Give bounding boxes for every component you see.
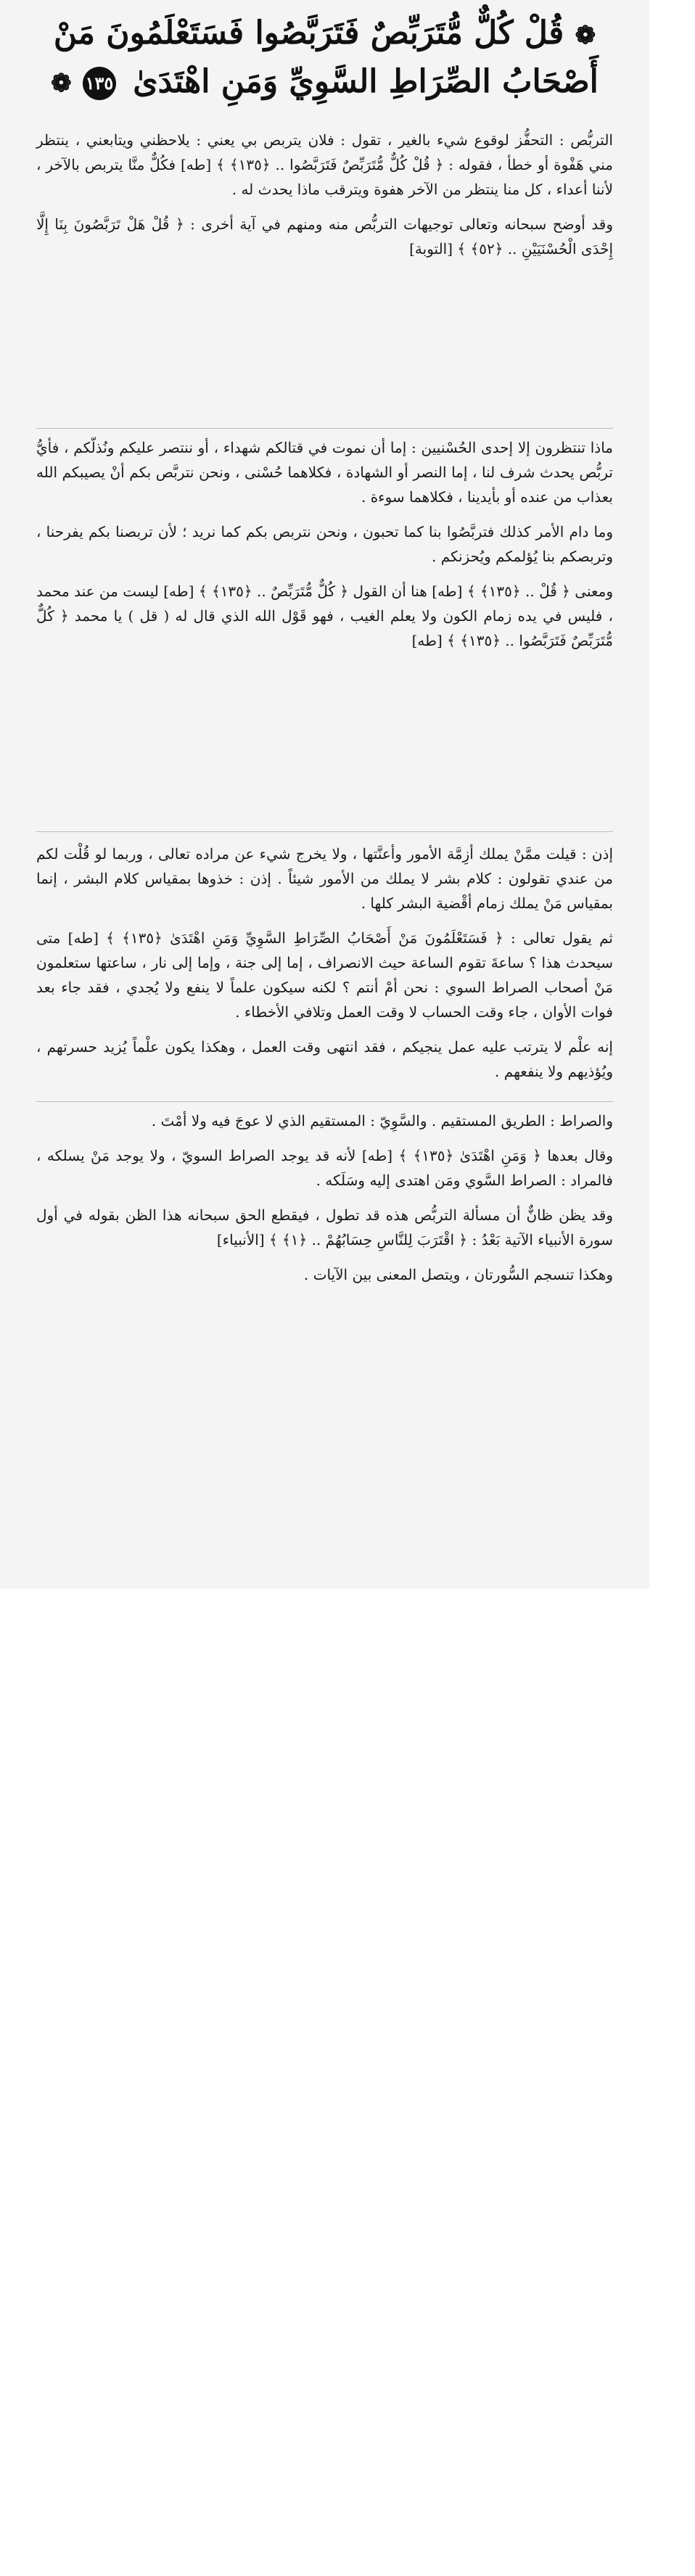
paragraph: وقد أوضح سبحانه وتعالى توجيهات التربُّص منه ومنهم في آية أخرى : ﴿ قُلْ هَلْ تَرَبَّصُونَ بِنَا إِلَّا إِحْدَى الْحُسْنَيَيْنِ .. ﴿٥٢﴾ ﴾ [التوبة]	[36, 215, 613, 258]
paragraph: التربُّص : التحفُّز لوقوع شيء بالغير ، تقول : فلان يتربص بي يعني : يلاحظني ويتابعني ، ينتظر مني هَفْوة أو خطأ ، فقوله : ﴿ قُلْ كُلٌّ مُّتَرَبِّصٌ فَتَرَبَّصُوا .. ﴿١٣٥﴾ ﴾ [طه] فكُلٌّ منَّا يتربص بالآخر ، لأننا أعداء ، كل منا ينتظر من الآخر هفوة ويترقب ماذا يحدث له .	[36, 131, 613, 198]
paragraph: ومعنى ﴿ قُلْ .. ﴿١٣٥﴾ ﴾ [طه] هنا أن القول ﴿ كُلٌّ مُّتَرَبِّصٌ .. ﴿١٣٥﴾ ﴾ [طه] ليست من عند محمد ، فليس في يده زمام الكون ولا يعلم الغيب ، فهو قَوْل الله الذي قال له ( قل ) يا محمد ﴿ كُلٌّ مُّتَرَبِّصٌ فَتَرَبَّصُوا .. ﴿١٣٥﴾ ﴾ [طه]	[36, 583, 614, 649]
paragraph: وقال بعدها ﴿ وَمَنِ اهْتَدَىٰ ﴿١٣٥﴾ ﴾ [طه] لأنه قد يوجد الصراط السويّ ، ولا يوجد مَنْ يسلكه ، فالمراد : الصراط السَّوي ومَن اهتدى إليه وسَلَكه .	[36, 1147, 614, 1189]
verse-number-badge: ١٣٥	[83, 67, 116, 100]
paragraph: ماذا تنتظرون إلا إحدى الحُسْنيين : إما أن نموت في قتالكم شهداء ، أو ننتصر عليكم ونُذلّكم ، فأيُّ تربُّص يحدث شرف لنا ، إما النصر أو الشهادة ، فكلاهما حُسْنى ، ونحن نتربَّص بكم أنْ يصيبكم الله بعذاب من عنده أو بأيدينا ، فكلاهما سوءة .	[36, 439, 613, 506]
paragraph: وما دام الأمر كذلك فتربَّصُوا بنا كما تحبون ، ونحن نتربص بكم كما نريد ؛ لأن تربصنا بكم يفرحنا ، وتربصكم بنا يُؤلمكم ويُحزنكم .	[36, 523, 613, 565]
paragraph: ثم يقول تعالى : ﴿ فَسَتَعْلَمُونَ مَنْ أَصْحَابُ الصِّرَاطِ السَّوِيِّ وَمَنِ اهْتَدَىٰ ﴿١٣٥﴾ ﴾ [طه] متى سيحدث هذا ؟ ساعةَ تقوم الساعة حيث الانصراف ، إما إلى جنة ، وإما إلى نار ، ساعتها ستعلمون مَنْ أصحاب الصراط السوي : نحن أمْ أنتم ؟ لكنه سيكون علماً لا ينفع ولا يُجدي ، فقد جاء بعد فوات الأوان ، جاء وقت الحساب لا وقت العمل وتلافي الأخطاء .	[36, 929, 613, 1021]
commentary-section-1	[36, 128, 613, 429]
verse-text: قُلْ كُلٌّ مُّتَرَبِّصٌ فَتَرَبَّصُوا فَسَتَعْلَمُونَ مَنْ أَصْحَابُ الصِّرَاطِ السَّوِيِّ وَمَنِ اهْتَدَىٰ	[53, 15, 599, 100]
paragraph: إذن : قيلت ممَّنْ يملك أزِمَّة الأمور وأعنَّتها ، ولا يخرج شيء عن مراده تعالى ، وربما لو قُلْت لكم من عندي تقولون : كلام بشر لا يملك من الأمور شيئاً . إذن : خذوها بمقياس كلام البشر ، إنما بمقياس مَنْ يملك زمام أقْضية البشر كلها .	[36, 845, 613, 912]
commentary-section-3	[36, 841, 613, 1102]
paragraph: والصراط : الطريق المستقيم . والسَّوِيّ : المستقيم الذي لا عوجَ فيه ولا أمْتَ .	[151, 1112, 613, 1129]
commentary-section-2	[36, 435, 613, 832]
commentary-section-4	[36, 1108, 613, 1565]
paragraph: وهكذا تنسجم السُّورتان ، ويتصل المعنى بين الآيات .	[303, 1266, 613, 1283]
verse-header	[29, 10, 620, 112]
ornament-right-icon: ❁	[575, 20, 596, 50]
paragraph: إنه علْم لا يترتب عليه عمل ينجيكم ، فقد انتهى وقت العمل ، وهكذا يكون علْماً يُزيد حسرتهم ، ويُؤذيهم ولا ينفعهم .	[36, 1038, 613, 1080]
paragraph: وقد يظن ظانٌّ أن مسألة التربُّص هذه قد تطول ، فيقطع الحق سبحانه هذا الظن بقوله في أول سورة الأنبياء الآتية بَعْدُ : ﴿ اقْتَرَبَ لِلنَّاسِ حِسَابُهُمْ .. ﴿١﴾ ﴾ [الأنبياء]	[36, 1206, 613, 1248]
ornament-left-icon: ❁	[51, 69, 72, 98]
